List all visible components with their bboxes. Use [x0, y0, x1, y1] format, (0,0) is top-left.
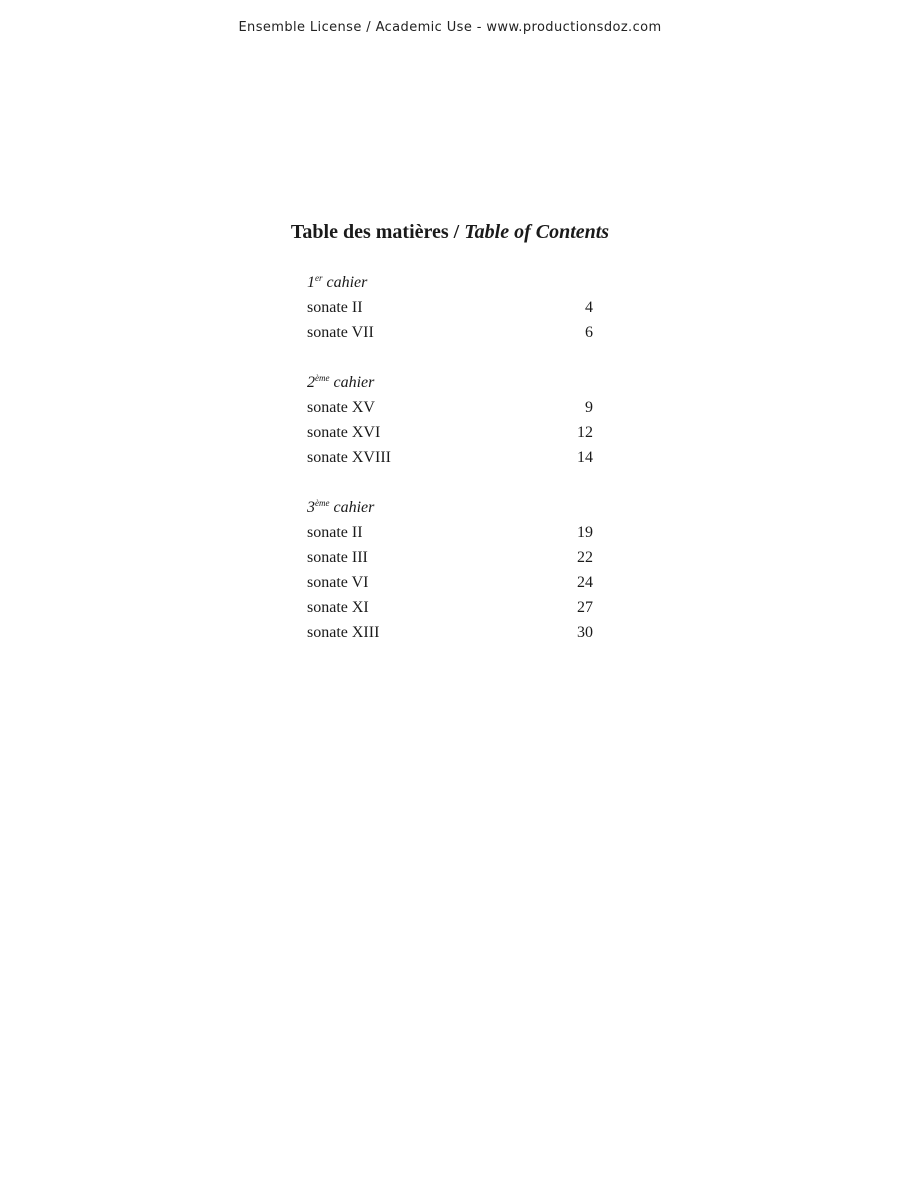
entry-page-number: 24 — [577, 574, 593, 591]
toc-title-english: Table of Contents — [464, 221, 610, 243]
section-ordinal-suffix: ème — [315, 373, 330, 383]
section-label: cahier — [326, 274, 368, 291]
toc-entry[interactable] — [307, 295, 593, 320]
section-ordinal: 3 — [307, 499, 315, 516]
entry-title: sonate XIII — [307, 624, 380, 641]
entry-page-number: 19 — [577, 524, 593, 541]
section-ordinal: 1 — [307, 274, 315, 291]
section-label: cahier — [333, 499, 375, 516]
toc-entry[interactable] — [307, 595, 593, 620]
toc-title — [0, 221, 900, 244]
toc-entry[interactable] — [307, 395, 593, 420]
entry-page-number: 22 — [577, 549, 593, 566]
toc-section-2 — [307, 370, 593, 470]
entry-page-number: 6 — [585, 324, 593, 341]
toc-section-3 — [307, 495, 593, 645]
entry-page-number: 9 — [585, 399, 593, 416]
section-ordinal: 2 — [307, 374, 315, 391]
entry-page-number: 12 — [577, 424, 593, 441]
section-heading — [307, 270, 593, 295]
license-header: Ensemble License / Academic Use - www.productionsdoz.com — [238, 20, 662, 35]
entry-title: sonate II — [307, 299, 363, 316]
entry-title: sonate XV — [307, 399, 375, 416]
entry-page-number: 27 — [577, 599, 593, 616]
section-ordinal-suffix: ème — [315, 498, 330, 508]
entry-title: sonate XVI — [307, 424, 381, 441]
entry-title: sonate VI — [307, 574, 369, 591]
toc-entry[interactable] — [307, 420, 593, 445]
toc-section-1 — [307, 270, 593, 345]
entry-page-number: 4 — [585, 299, 593, 316]
entry-title: sonate II — [307, 524, 363, 541]
table-of-contents — [307, 270, 593, 670]
toc-entry[interactable] — [307, 320, 593, 345]
entry-page-number: 30 — [577, 624, 593, 641]
section-heading — [307, 370, 593, 395]
entry-title: sonate VII — [307, 324, 374, 341]
section-label: cahier — [333, 374, 375, 391]
toc-entry[interactable] — [307, 620, 593, 645]
toc-entry[interactable] — [307, 520, 593, 545]
section-ordinal-suffix: er — [315, 273, 323, 283]
toc-entry[interactable] — [307, 570, 593, 595]
entry-title: sonate III — [307, 549, 368, 566]
section-heading — [307, 495, 593, 520]
toc-title-french: Table des matières / — [290, 221, 460, 243]
entry-title: sonate XI — [307, 599, 369, 616]
toc-entry[interactable] — [307, 445, 593, 470]
entry-page-number: 14 — [577, 449, 593, 466]
entry-title: sonate XVIII — [307, 449, 391, 466]
toc-entry[interactable] — [307, 545, 593, 570]
